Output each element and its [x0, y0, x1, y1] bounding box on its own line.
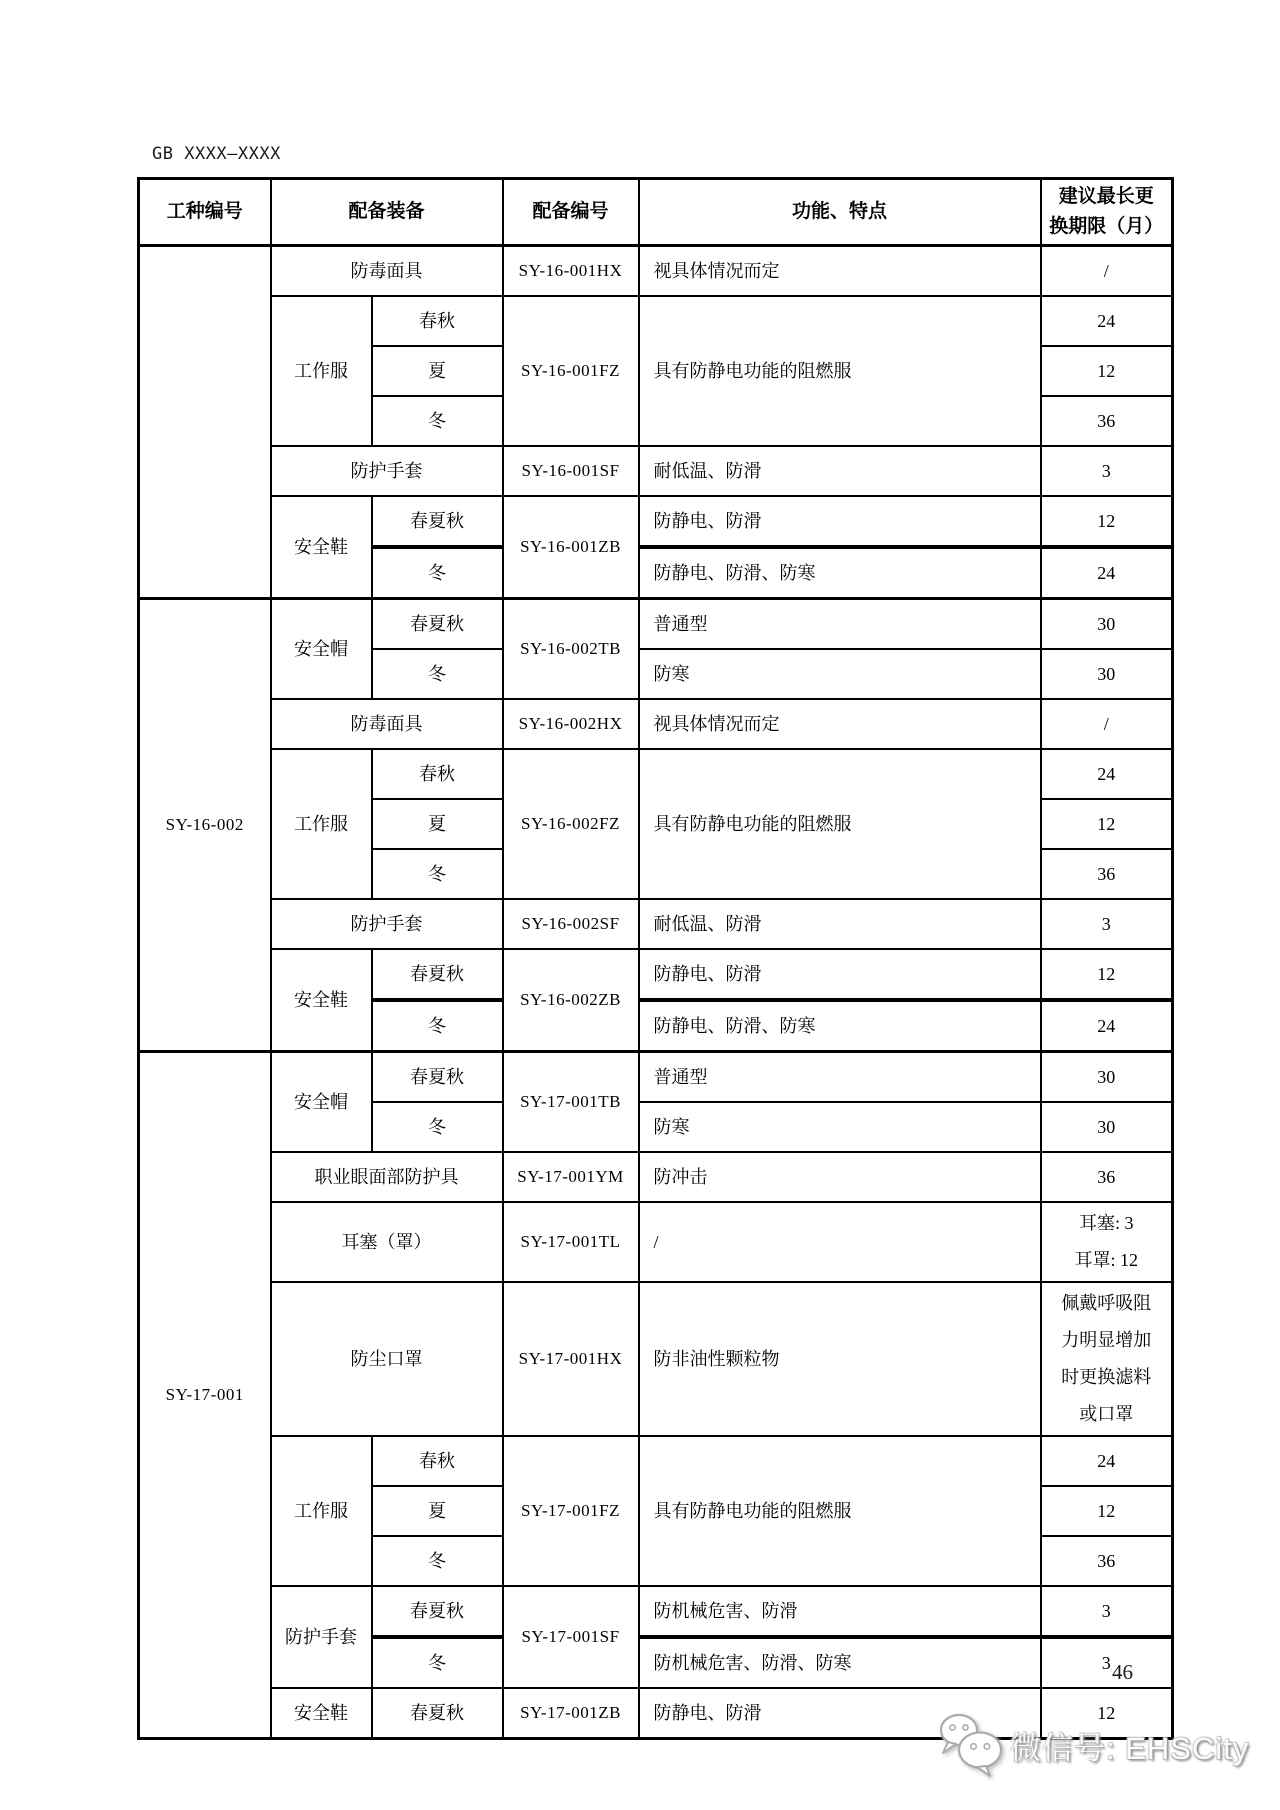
cell-season: 春夏秋 [372, 1052, 503, 1103]
cell-season: 冬 [372, 396, 503, 446]
cell-features: 防静电、防滑 [639, 1688, 1041, 1739]
table-row [139, 246, 1173, 297]
cell-period: 24 [1041, 749, 1173, 799]
cell-season: 春夏秋 [372, 949, 503, 1000]
cell-features: 防静电、防滑、防寒 [639, 547, 1041, 599]
cell-worktype: SY-16-002 [139, 599, 271, 1052]
table-header-row [139, 179, 1173, 246]
cell-equip: 防护手套 [271, 899, 503, 949]
cell-equip: 安全帽 [271, 1052, 372, 1153]
cell-code: SY-17-001SF [503, 1586, 639, 1688]
cell-equip: 防毒面具 [271, 246, 503, 297]
cell-period: 36 [1041, 849, 1173, 899]
page-number: 46 [1112, 1660, 1133, 1684]
table-row [139, 1202, 1173, 1282]
cell-season: 冬 [372, 547, 503, 599]
cell-period: 12 [1041, 496, 1173, 547]
cell-period: 12 [1041, 346, 1173, 396]
cell-season: 春秋 [372, 749, 503, 799]
cell-code: SY-16-002SF [503, 899, 639, 949]
cell-season: 夏 [372, 346, 503, 396]
cell-features: 普通型 [639, 599, 1041, 650]
table-row [139, 899, 1173, 949]
cell-equip: 安全鞋 [271, 949, 372, 1052]
cell-equip: 安全帽 [271, 599, 372, 700]
cell-features: 防寒 [639, 1102, 1041, 1152]
cell-code: SY-16-001ZB [503, 496, 639, 599]
watermark-label: 微信号: EHSCity [1010, 1730, 1250, 1766]
table-row [139, 446, 1173, 496]
table-row [139, 296, 1173, 346]
cell-period: 3 [1041, 1586, 1173, 1637]
cell-features: 耐低温、防滑 [639, 446, 1041, 496]
cell-season: 夏 [372, 1486, 503, 1536]
cell-code: SY-16-001SF [503, 446, 639, 496]
cell-season: 冬 [372, 1637, 503, 1688]
cell-period: / [1041, 699, 1173, 749]
cell-features: 具有防静电功能的阻燃服 [639, 1436, 1041, 1586]
cell-period: 36 [1041, 1152, 1173, 1202]
cell-season: 冬 [372, 1536, 503, 1586]
cell-season: 冬 [372, 1102, 503, 1152]
table-row [139, 1152, 1173, 1202]
table-row [139, 1586, 1173, 1637]
cell-period: 24 [1041, 296, 1173, 346]
cell-code: SY-17-001FZ [503, 1436, 639, 1586]
cell-period: / [1041, 246, 1173, 297]
cell-season: 冬 [372, 1000, 503, 1052]
cell-code: 配备编号 [503, 179, 639, 246]
table-row [139, 1436, 1173, 1486]
cell-equip: 防护手套 [271, 446, 503, 496]
cell-equip: 安全鞋 [271, 1688, 372, 1739]
cell-code: SY-17-001TB [503, 1052, 639, 1153]
table-row [139, 1282, 1173, 1436]
cell-features: 防机械危害、防滑、防寒 [639, 1637, 1041, 1688]
cell-features: 具有防静电功能的阻燃服 [639, 296, 1041, 446]
cell-worktype [139, 246, 271, 599]
cell-features: 防静电、防滑 [639, 949, 1041, 1000]
cell-features: 功能、特点 [639, 179, 1041, 246]
cell-period: 30 [1041, 1102, 1173, 1152]
cell-code: SY-16-001HX [503, 246, 639, 297]
cell-features: 防静电、防滑、防寒 [639, 1000, 1041, 1052]
cell-code: SY-16-002ZB [503, 949, 639, 1052]
cell-period: 耳塞: 3 耳罩: 12 [1041, 1202, 1173, 1282]
cell-code: SY-16-002TB [503, 599, 639, 700]
cell-features: 防寒 [639, 649, 1041, 699]
cell-features: / [639, 1202, 1041, 1282]
table-row [139, 599, 1173, 650]
cell-period: 12 [1041, 799, 1173, 849]
cell-code: SY-17-001TL [503, 1202, 639, 1282]
table-row [139, 496, 1173, 547]
cell-season: 夏 [372, 799, 503, 849]
cell-equip: 工作服 [271, 749, 372, 899]
cell-equip: 工作服 [271, 1436, 372, 1586]
cell-code: SY-16-002HX [503, 699, 639, 749]
table-row [139, 949, 1173, 1000]
cell-period: 36 [1041, 396, 1173, 446]
cell-period: 佩戴呼吸阻 力明显增加 时更换滤料 或口罩 [1041, 1282, 1173, 1436]
cell-season: 春夏秋 [372, 1586, 503, 1637]
table-row [139, 699, 1173, 749]
cell-equip: 工作服 [271, 296, 372, 446]
cell-period: 30 [1041, 649, 1173, 699]
cell-features: 视具体情况而定 [639, 246, 1041, 297]
cell-equip: 职业眼面部防护具 [271, 1152, 503, 1202]
wechat-icon [936, 1712, 1004, 1778]
cell-worktype: 工种编号 [139, 179, 271, 246]
cell-season: 冬 [372, 849, 503, 899]
doc-standard-code: GB XXXX—XXXX [152, 144, 281, 164]
ppe-equipment-table [137, 177, 1174, 1740]
cell-period: 12 [1041, 1486, 1173, 1536]
cell-worktype: SY-17-001 [139, 1052, 271, 1739]
cell-season: 春夏秋 [372, 599, 503, 650]
cell-period: 30 [1041, 1052, 1173, 1103]
cell-features: 耐低温、防滑 [639, 899, 1041, 949]
cell-season: 冬 [372, 649, 503, 699]
table-row [139, 1052, 1173, 1103]
cell-equip: 安全鞋 [271, 496, 372, 599]
cell-equip: 耳塞（罩） [271, 1202, 503, 1282]
cell-period: 12 [1041, 1688, 1173, 1739]
cell-features: 视具体情况而定 [639, 699, 1041, 749]
cell-code: SY-17-001HX [503, 1282, 639, 1436]
cell-features: 防静电、防滑 [639, 496, 1041, 547]
cell-features: 防冲击 [639, 1152, 1041, 1202]
cell-period: 3 [1041, 899, 1173, 949]
cell-period: 3 [1041, 446, 1173, 496]
cell-code: SY-16-002FZ [503, 749, 639, 899]
cell-period: 36 [1041, 1536, 1173, 1586]
cell-features: 具有防静电功能的阻燃服 [639, 749, 1041, 899]
cell-period: 24 [1041, 1436, 1173, 1486]
cell-features: 防机械危害、防滑 [639, 1586, 1041, 1637]
cell-code: SY-16-001FZ [503, 296, 639, 446]
cell-features: 防非油性颗粒物 [639, 1282, 1041, 1436]
cell-period: 24 [1041, 1000, 1173, 1052]
cell-code: SY-17-001ZB [503, 1688, 639, 1739]
wechat-watermark [936, 1712, 1249, 1778]
cell-equip: 防毒面具 [271, 699, 503, 749]
cell-period: 3 [1041, 1637, 1173, 1688]
cell-period: 12 [1041, 949, 1173, 1000]
table-row [139, 749, 1173, 799]
cell-season: 春夏秋 [372, 1688, 503, 1739]
cell-code: SY-17-001YM [503, 1152, 639, 1202]
cell-equip: 防尘口罩 [271, 1282, 503, 1436]
cell-season: 春秋 [372, 1436, 503, 1486]
cell-features: 普通型 [639, 1052, 1041, 1103]
cell-equip: 防护手套 [271, 1586, 372, 1688]
cell-period: 建议最长更 换期限（月） [1041, 179, 1173, 246]
cell-period: 24 [1041, 547, 1173, 599]
cell-season: 春夏秋 [372, 496, 503, 547]
cell-season: 春秋 [372, 296, 503, 346]
cell-equip: 配备装备 [271, 179, 503, 246]
cell-period: 30 [1041, 599, 1173, 650]
